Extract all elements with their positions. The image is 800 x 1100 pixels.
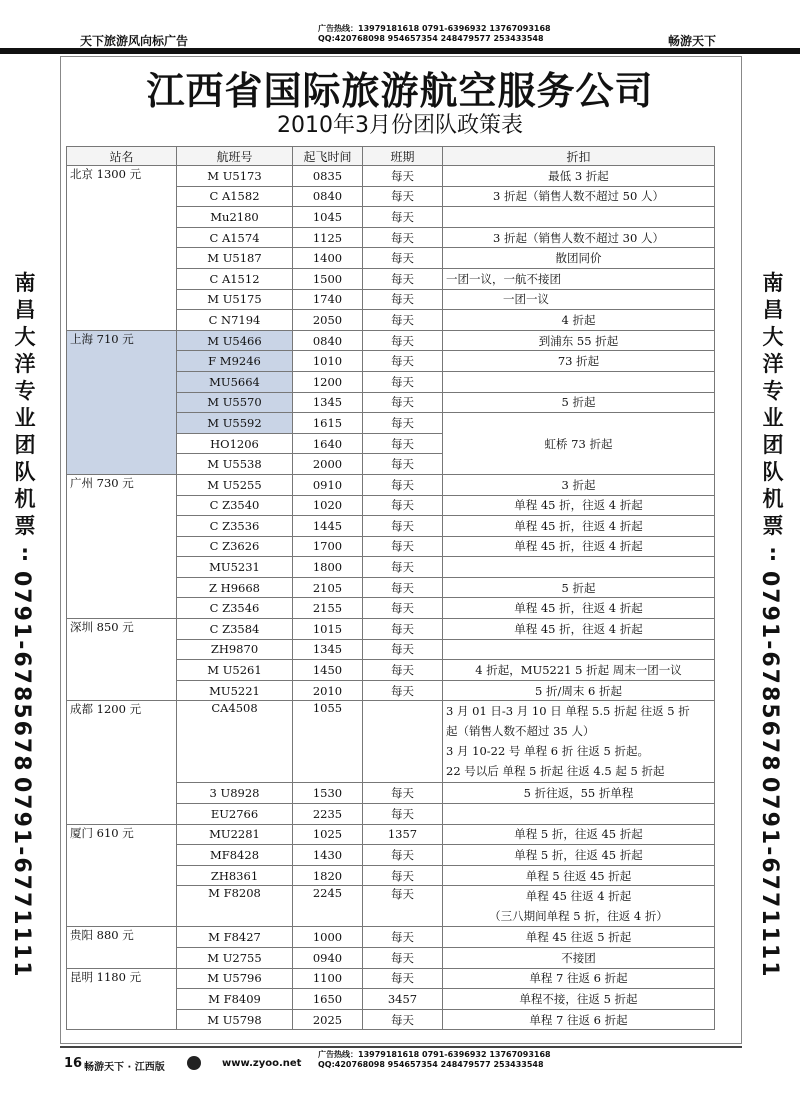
flight-no: M U5173: [177, 166, 293, 187]
departure-time: 0835: [293, 166, 363, 187]
departure-time: 2050: [293, 310, 363, 331]
flight-no: C Z3626: [177, 536, 293, 557]
side-phone-1: 0791-6785678: [757, 571, 782, 773]
col-time: 起飞时间: [293, 147, 363, 166]
table-row: [67, 330, 715, 351]
departure-time: 1700: [293, 536, 363, 557]
side-phone-1: 0791-6785678: [9, 571, 34, 773]
schedule: 每天: [363, 268, 443, 289]
departure-time: 1650: [293, 989, 363, 1010]
flight-no: M U5261: [177, 660, 293, 681]
discount-line: 起（销售人数不超过 35 人）: [446, 724, 595, 739]
discount: 单程 45 折，往返 4 折起: [443, 516, 715, 537]
schedule: 每天: [363, 865, 443, 886]
schedule: 每天: [363, 186, 443, 207]
discount-mf8208: [443, 886, 715, 927]
side-char: :: [20, 541, 30, 565]
side-char: 大: [14, 325, 36, 349]
flight-no: M U2755: [177, 948, 293, 969]
side-banner-right: [756, 270, 790, 978]
flight-no: M U5187: [177, 248, 293, 269]
discount: 5 折起: [443, 577, 715, 598]
schedule: 每天: [363, 248, 443, 269]
side-banner-left: [8, 270, 42, 978]
table-row: [67, 474, 715, 495]
flight-no: M U5538: [177, 454, 293, 475]
side-char: 队: [14, 460, 36, 484]
flight-no: M F8409: [177, 989, 293, 1010]
discount: 4 折起: [443, 310, 715, 331]
departure-time: 1820: [293, 865, 363, 886]
header-left-title: 天下旅游风向标广告: [80, 34, 189, 48]
schedule: 每天: [363, 660, 443, 681]
flight-no: M U5255: [177, 474, 293, 495]
discount: 一团一议: [443, 289, 715, 310]
flight-no: M U5570: [177, 392, 293, 413]
header-right-title: 畅游天下: [668, 34, 717, 48]
discount: [443, 207, 715, 228]
schedule: 每天: [363, 536, 443, 557]
flight-no: C N7194: [177, 310, 293, 331]
station-shenzhen: 深圳 850 元: [67, 619, 177, 701]
website-link[interactable]: www.zyoo.net: [222, 1058, 302, 1069]
side-char: 大: [762, 325, 784, 349]
flight-no: M F8208: [177, 886, 293, 927]
header-ad: [318, 24, 551, 44]
footer-ad: [318, 1050, 551, 1070]
flight-no: MU5221: [177, 680, 293, 701]
departure-time: 1055: [293, 701, 363, 783]
departure-time: 2025: [293, 1009, 363, 1030]
schedule: 每天: [363, 330, 443, 351]
side-char: 南: [762, 271, 784, 295]
table-row: [67, 927, 715, 948]
discount-chengdu: [443, 701, 715, 783]
side-char: 团: [762, 433, 784, 457]
departure-time: 1800: [293, 557, 363, 578]
discount: 单程 7 往返 6 折起: [443, 1009, 715, 1030]
magazine-name: 畅游天下 · 江西版: [84, 1062, 165, 1073]
station-xiamen: 厦门 610 元: [67, 824, 177, 927]
schedule: 1357: [363, 824, 443, 845]
table-row: [67, 619, 715, 640]
flight-no: C Z3536: [177, 516, 293, 537]
col-schedule: 班期: [363, 147, 443, 166]
schedule: 每天: [363, 371, 443, 392]
side-char: 业: [762, 406, 784, 430]
discount: 单程 45 往返 5 折起: [443, 927, 715, 948]
schedule: 每天: [363, 1009, 443, 1030]
footer-ad-line1: 广告热线：13979181618 0791-6396932 13767093168: [318, 1050, 551, 1059]
discount: 单程 5 折，往返 45 折起: [443, 824, 715, 845]
side-char: 专: [14, 379, 36, 403]
departure-time: 0940: [293, 948, 363, 969]
flight-no: CA4508: [177, 701, 293, 783]
side-char: 机: [14, 487, 36, 511]
departure-time: 1500: [293, 268, 363, 289]
station-beijing: 北京 1300 元: [67, 166, 177, 331]
flight-no: M U5798: [177, 1009, 293, 1030]
flight-no: MF8428: [177, 845, 293, 866]
schedule: 每天: [363, 577, 443, 598]
side-char: 机: [762, 487, 784, 511]
schedule: 每天: [363, 948, 443, 969]
departure-time: 1025: [293, 824, 363, 845]
side-char: :: [768, 541, 778, 565]
flight-no: C A1574: [177, 227, 293, 248]
col-station: 站名: [67, 147, 177, 166]
side-char: 洋: [14, 352, 36, 376]
schedule: 每天: [363, 804, 443, 825]
schedule: 每天: [363, 166, 443, 187]
discount: [443, 371, 715, 392]
schedule: 每天: [363, 783, 443, 804]
flight-no: Mu2180: [177, 207, 293, 228]
discount: 3 折起（销售人数不超过 30 人）: [443, 227, 715, 248]
flight-no: MU5664: [177, 371, 293, 392]
side-char: 票: [14, 514, 36, 538]
header-rule: [0, 48, 800, 54]
discount: 73 折起: [443, 351, 715, 372]
discount-line: （三八期间单程 5 折，往返 4 折）: [489, 909, 668, 924]
discount: 4 折起，MU5221 5 折起 周末一团一议: [443, 660, 715, 681]
discount: 3 折起: [443, 474, 715, 495]
schedule: 每天: [363, 433, 443, 454]
schedule: 每天: [363, 495, 443, 516]
side-phone-2: 0791-6771111: [9, 776, 34, 979]
schedule: 每天: [363, 454, 443, 475]
discount: 单程 5 往返 45 折起: [443, 865, 715, 886]
departure-time: 1010: [293, 351, 363, 372]
flight-no: MU5231: [177, 557, 293, 578]
flight-no: Z H9668: [177, 577, 293, 598]
flight-no: M U5796: [177, 968, 293, 989]
schedule: 每天: [363, 474, 443, 495]
discount-line: 3 月 10-22 号 单程 6 折 往返 5 折起。: [446, 744, 650, 759]
discount: 3 折起（销售人数不超过 50 人）: [443, 186, 715, 207]
discount: 单程不接，往返 5 折起: [443, 989, 715, 1010]
discount-line: 3 月 01 日-3 月 10 日 单程 5.5 折起 往返 5 折: [446, 704, 690, 719]
departure-time: 1000: [293, 927, 363, 948]
flight-no: C A1582: [177, 186, 293, 207]
discount: 散团同价: [443, 248, 715, 269]
discount: 单程 7 往返 6 折起: [443, 968, 715, 989]
schedule: 每天: [363, 557, 443, 578]
station-guiyang: 贵阳 880 元: [67, 927, 177, 968]
departure-time: 0840: [293, 186, 363, 207]
flight-no: C Z3540: [177, 495, 293, 516]
station-shanghai: 上海 710 元: [67, 330, 177, 474]
company-title: 江西省国际旅游航空服务公司: [146, 69, 654, 113]
departure-time: 0840: [293, 330, 363, 351]
schedule: 每天: [363, 845, 443, 866]
discount-line: 22 号以后 单程 5 折起 往返 4.5 起 5 折起: [446, 764, 665, 779]
side-char: 昌: [762, 298, 784, 322]
station-kunming: 昆明 1180 元: [67, 968, 177, 1030]
discount: 到浦东 55 折起: [443, 330, 715, 351]
policy-subtitle: 2010年3月份团队政策表: [277, 113, 523, 138]
schedule: 每天: [363, 886, 443, 927]
departure-time: 1045: [293, 207, 363, 228]
departure-time: 1125: [293, 227, 363, 248]
header-ad-line1: 广告热线：13979181618 0791-6396932 13767093168: [318, 24, 551, 33]
departure-time: 1200: [293, 371, 363, 392]
header-ad-line2: QQ:420768098 954657354 248479577 253433548: [318, 34, 544, 43]
schedule: 每天: [363, 413, 443, 434]
departure-time: 1400: [293, 248, 363, 269]
schedule: 每天: [363, 310, 443, 331]
departure-time: 1445: [293, 516, 363, 537]
table-row: [67, 968, 715, 989]
departure-time: 1430: [293, 845, 363, 866]
discount: 单程 45 折，往返 4 折起: [443, 536, 715, 557]
flight-no: C A1512: [177, 268, 293, 289]
discount: 最低 3 折起: [443, 166, 715, 187]
departure-time: 2010: [293, 680, 363, 701]
departure-time: 1345: [293, 392, 363, 413]
departure-time: 1740: [293, 289, 363, 310]
side-phone-2: 0791-6771111: [757, 776, 782, 979]
departure-time: 1530: [293, 783, 363, 804]
footer-rule: [60, 1046, 742, 1048]
flight-no: F M9246: [177, 351, 293, 372]
flight-no: M U5175: [177, 289, 293, 310]
departure-time: 1345: [293, 639, 363, 660]
schedule: 每天: [363, 680, 443, 701]
station-guangzhou: 广州 730 元: [67, 474, 177, 618]
side-char: 团: [14, 433, 36, 457]
discount: [443, 639, 715, 660]
schedule: 每天: [363, 351, 443, 372]
footer-ad-line2: QQ:420768098 954657354 248479577 253433548: [318, 1060, 544, 1069]
side-char: 洋: [762, 352, 784, 376]
flight-no: 3 U8928: [177, 783, 293, 804]
flight-no: C Z3546: [177, 598, 293, 619]
schedule: 每天: [363, 227, 443, 248]
table-row: [67, 701, 715, 783]
discount: 不接团: [443, 948, 715, 969]
schedule: 每天: [363, 598, 443, 619]
flight-no: M U5592: [177, 413, 293, 434]
discount: 单程 5 折，往返 45 折起: [443, 845, 715, 866]
page-number: 16: [64, 1056, 83, 1071]
flight-no: ZH8361: [177, 865, 293, 886]
departure-time: 2155: [293, 598, 363, 619]
col-discount: 折扣: [443, 147, 715, 166]
schedule: 每天: [363, 927, 443, 948]
schedule: 每天: [363, 968, 443, 989]
station-chengdu: 成都 1200 元: [67, 701, 177, 824]
departure-time: 0910: [293, 474, 363, 495]
schedule: [363, 701, 443, 783]
schedule: 每天: [363, 207, 443, 228]
side-char: 昌: [14, 298, 36, 322]
discount: 5 折往返，55 折单程: [443, 783, 715, 804]
side-char: 票: [762, 514, 784, 538]
table-header-row: [67, 147, 715, 166]
side-char: 业: [14, 406, 36, 430]
flight-no: C Z3584: [177, 619, 293, 640]
discount: [443, 804, 715, 825]
departure-time: 1100: [293, 968, 363, 989]
discount: 一团一议，一航不接团: [443, 268, 715, 289]
departure-time: 2105: [293, 577, 363, 598]
schedule: 每天: [363, 639, 443, 660]
schedule: 每天: [363, 619, 443, 640]
discount-line: 单程 45 往返 4 折起: [525, 889, 632, 904]
discount-hongqiao: 虹桥 73 折起: [443, 413, 715, 475]
discount: 5 折起: [443, 392, 715, 413]
discount: [443, 557, 715, 578]
side-char: 南: [14, 271, 36, 295]
policy-table: [66, 146, 715, 1030]
departure-time: 1020: [293, 495, 363, 516]
flight-no: M U5466: [177, 330, 293, 351]
departure-time: 2245: [293, 886, 363, 927]
schedule: 每天: [363, 289, 443, 310]
discount: 单程 45 折，往返 4 折起: [443, 598, 715, 619]
table-row: [67, 824, 715, 845]
flight-no: M F8427: [177, 927, 293, 948]
flight-no: MU2281: [177, 824, 293, 845]
schedule: 每天: [363, 392, 443, 413]
table-row: [67, 166, 715, 187]
departure-time: 2235: [293, 804, 363, 825]
schedule: 3457: [363, 989, 443, 1010]
departure-time: 1640: [293, 433, 363, 454]
flight-no: EU2766: [177, 804, 293, 825]
schedule: 每天: [363, 516, 443, 537]
flight-no: ZH9870: [177, 639, 293, 660]
flight-no: HO1206: [177, 433, 293, 454]
side-char: 队: [762, 460, 784, 484]
discount: 单程 45 折，往返 4 折起: [443, 495, 715, 516]
col-flight: 航班号: [177, 147, 293, 166]
departure-time: 1450: [293, 660, 363, 681]
departure-time: 1015: [293, 619, 363, 640]
magazine-logo-icon: [187, 1056, 201, 1070]
discount: 单程 45 折，往返 4 折起: [443, 619, 715, 640]
departure-time: 2000: [293, 454, 363, 475]
departure-time: 1615: [293, 413, 363, 434]
discount: 5 折/周末 6 折起: [443, 680, 715, 701]
top-header: [0, 0, 800, 54]
side-char: 专: [762, 379, 784, 403]
page-footer: [0, 1046, 800, 1100]
